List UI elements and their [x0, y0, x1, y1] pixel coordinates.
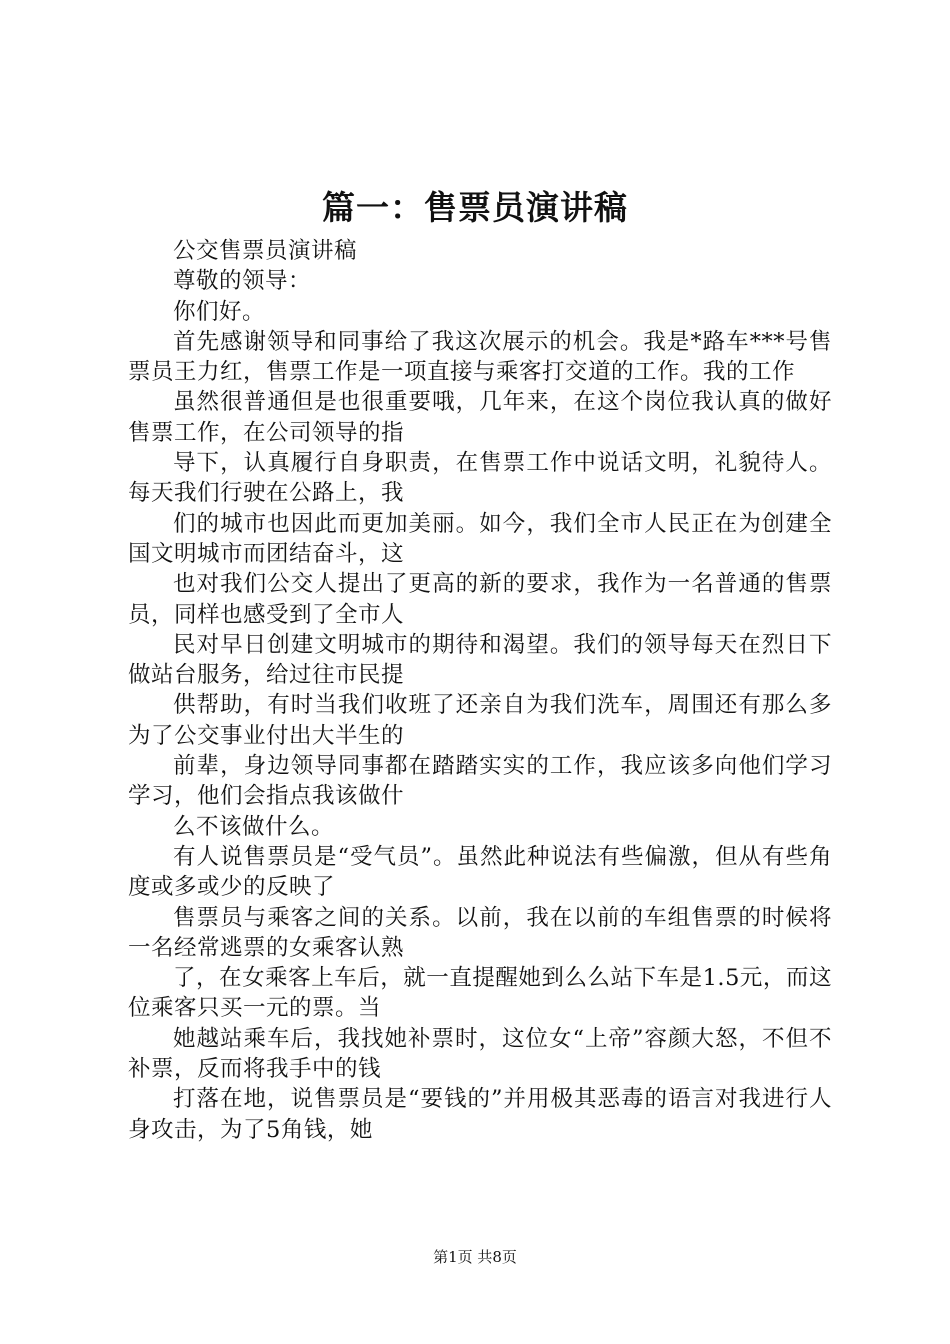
paragraph: 导下，认真履行自身职责，在售票工作中说话文明，礼貌待人。每天我们行驶在公路上，我: [128, 450, 832, 507]
paragraph: 么不该做什么。: [173, 813, 335, 840]
paragraph: 尊敬的领导：: [173, 268, 312, 295]
page-footer: 第1页 共8页: [433, 1248, 517, 1266]
paragraph: 也对我们公交人提出了更高的新的要求，我作为一名普通的售票员，同样也感受到了全市人: [128, 571, 832, 628]
paragraph: 们的城市也因此而更加美丽。如今，我们全市人民正在为创建全国文明城市而团结奋斗，这: [128, 510, 832, 567]
paragraph: 民对早日创建文明城市的期待和渴望。我们的领导每天在烈日下做站台服务，给过往市民提: [128, 631, 832, 689]
paragraph: 虽然很普通但是也很重要哦，几年来，在这个岗位我认真的做好售票工作，在公司领导的指: [128, 389, 832, 446]
paragraph: 首先感谢领导和同事给了我这次展示的机会。我是*路车***号售票员王力红，售票工作是一项直接与乘客打交道的工作。我的工作: [128, 328, 832, 386]
paragraph: 售票员与乘客之间的关系。以前，我在以前的车组售票的时候将一名经常逃票的女乘客认熟: [128, 904, 832, 961]
paragraph: 打落在地，说售票员是“要钱的”并用极其恶毒的语言对我进行人身攻击，为了5角钱，她: [128, 1086, 832, 1143]
paragraph: 了，在女乘客上车后，就一直提醒她到么么站下车是1.5元，而这位乘客只买一元的票。当: [128, 965, 832, 1022]
paragraph: 供帮助，有时当我们收班了还亲自为我们洗车，周围还有那么多为了公交事业付出大半生的: [128, 692, 832, 749]
document-title: 篇一：售票员演讲稿: [322, 188, 628, 227]
paragraph: 她越站乘车后，我找她补票时，这位女“上帝”容颜大怒，不但不补票，反而将我手中的钱: [128, 1025, 832, 1083]
paragraph: 有人说售票员是“受气员”。虽然此种说法有些偏激，但从有些角度或多或少的反映了: [128, 843, 832, 901]
paragraph: 前辈，身边领导同事都在踏踏实实的工作，我应该多向他们学习学习，他们会指点我该做什: [128, 753, 832, 810]
paragraph: 你们好。: [173, 298, 266, 325]
paragraph: 公交售票员演讲稿: [173, 238, 358, 264]
document-body: [128, 236, 832, 1145]
